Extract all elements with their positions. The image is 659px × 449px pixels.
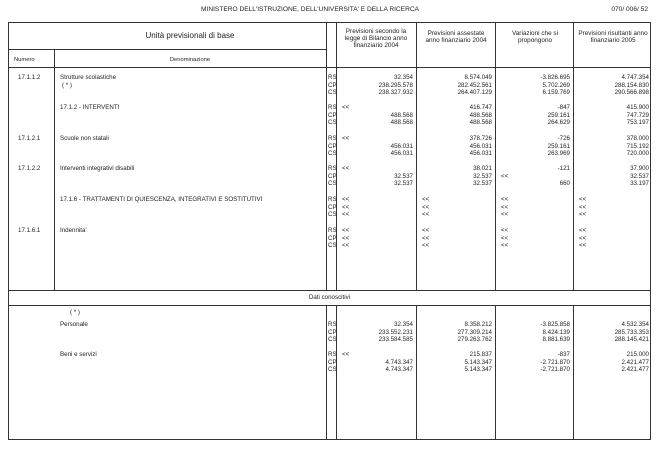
row-type: RS [328,165,337,172]
value-cell: 233.584.585 [378,336,413,344]
row-type: RS [328,196,337,203]
value-cell: << [422,196,430,203]
value-cell: 456.031 [390,142,413,150]
value-cell: << [342,104,350,111]
value-cell: << [422,242,430,250]
value-cell: 5.143.347 [464,366,492,374]
value-cell: 282.452.561 [457,81,492,89]
value-cell: << [501,242,509,250]
value-cell: << [342,203,350,211]
dati-bottom-line [8,305,651,306]
value-cell: 378.000 [626,135,649,142]
dati-type-line [326,305,327,440]
numero-column-line [54,50,55,290]
value-cell: 488.568 [390,119,413,127]
unita-title: Unità previsionali di base [145,31,235,40]
denominazione-header: Denominazione [169,57,211,63]
value-cell: 238.295.578 [378,81,413,89]
row-type: CS [328,242,337,250]
value-cell: 456.031 [469,142,492,150]
value-cell: << [501,227,509,234]
ministry-title: MINISTERO DELL'ISTRUZIONE, DELL'UNIVERSITA' E DELLA RICERCA [201,6,419,13]
value-cell: -3.826.695 [540,74,570,81]
col4-header: Previsioni risultanti anno finanziario 2005 [578,30,648,45]
numero-header: Numero [14,57,35,63]
value-cell: 456.031 [469,150,492,158]
value-cell: 5.143.347 [464,358,492,366]
value-cell: << [501,234,509,242]
dati-row-name: Beni e servizi [60,351,97,358]
value-cell: << [501,203,509,211]
value-cell: << [501,211,509,219]
row-type: CS [328,89,337,97]
section-number: 17.1.6.1 [18,227,41,234]
section-number: 17.1.2.1 [18,135,41,142]
value-cell: 288.154.830 [614,81,649,89]
value-cell: 263.969 [547,150,570,158]
value-cell: 215.000 [626,351,649,358]
value-cell: 38.021 [473,165,492,172]
section-name: 17.1.2 - INTERVENTI [60,104,120,111]
col3-header: Variazioni che si propongono [511,30,559,45]
col1-header: Previsioni secondo la legge di Bilancio anno finanziario 2004 [344,28,408,50]
value-cell: 233.552.231 [378,328,413,336]
page-reference: 070/ 006/ 52 [611,6,648,13]
row-type: RS [328,74,337,81]
dati-top-line [8,290,651,291]
value-cell: 8.574.049 [464,74,492,81]
value-cell: << [501,196,509,203]
row-type: CP [328,81,337,89]
row-type: CS [328,336,337,344]
row-type: CS [328,119,337,127]
col2-header: Previsioni assestate anno finanziario 2004 [425,30,487,45]
section-note: ( * ) [62,82,72,89]
dati-title: Dati conoscitivi [308,294,351,301]
value-cell: << [342,196,350,203]
value-cell: 277.309.214 [457,328,492,336]
value-cell: << [422,234,430,242]
value-cell: 279.263.762 [457,336,492,344]
value-cell: 37.900 [630,165,649,172]
value-cell: 2.421.477 [621,366,649,374]
value-cell: << [342,165,350,172]
section-name: Interventi integrativi disabili [60,165,135,172]
value-cell: 259.161 [547,142,570,150]
type-column-line [326,22,327,290]
value-cell: 32.537 [473,180,492,188]
value-cell: 6.159.769 [542,89,570,97]
value-cell: << [342,227,350,234]
value-cell: << [342,242,350,250]
value-cell: 290.566.898 [614,89,649,97]
value-cell: 720.000 [626,150,649,158]
value-cell: 4.532.354 [621,321,649,328]
value-cell: 416.747 [469,104,492,111]
value-cell: << [342,211,350,219]
value-cell: << [422,211,430,219]
row-type: RS [328,135,337,142]
row-type: CP [328,234,337,242]
value-cell: 238.327.932 [378,89,413,97]
row-type: CS [328,150,337,158]
value-cell: -837 [557,351,570,358]
value-cell: 2.421.477 [621,358,649,366]
value-cell: << [422,203,430,211]
value-cell: 753.197 [626,119,649,127]
row-type: CS [328,366,337,374]
value-cell: 33.197 [630,180,649,188]
row-type: CP [328,142,337,150]
section-number: 17.1.1.2 [18,74,41,81]
row-type: CS [328,180,337,188]
section-number: 17.1.2.2 [18,165,41,172]
row-type: CP [328,172,337,180]
value-cell: 32.537 [473,172,492,180]
value-cell: 4.747.354 [621,74,649,81]
value-cell: -2.721.870 [540,358,570,366]
dati-row-name: Personale [60,321,88,328]
value-cell: -121 [557,165,570,172]
value-cell: << [342,234,350,242]
value-cell: 259.161 [547,111,570,119]
row-type: CP [328,328,337,336]
value-cell: << [579,203,587,211]
value-cell: 747.729 [626,111,649,119]
value-cell: 4.743.347 [385,358,413,366]
value-cell: << [342,135,350,142]
row-type: CP [328,203,337,211]
row-type: CS [328,211,337,219]
value-cell: << [501,172,509,180]
header-bottom-line [8,67,651,68]
value-cell: << [579,234,587,242]
value-cell: << [579,211,587,219]
value-cell: 660 [559,180,570,188]
value-cell: << [579,196,587,203]
value-cell: 378.726 [469,135,492,142]
section-name: Scuole non statali [60,135,109,142]
value-cell: 288.145.421 [614,336,649,344]
value-cell: 715.192 [626,142,649,150]
section-name: Indennita' [60,227,87,234]
header-divider [8,49,326,50]
value-cell: -726 [557,135,570,142]
value-cell: << [579,227,587,234]
value-cell: 264.407.129 [457,89,492,97]
value-cell: 456.031 [390,150,413,158]
row-type: RS [328,351,337,358]
value-cell: 285.733.353 [614,328,649,336]
value-cell: 32.537 [630,172,649,180]
row-type: RS [328,321,337,328]
row-type: RS [328,227,337,234]
value-cell: 32.537 [394,172,413,180]
value-cell: 8.424.139 [542,328,570,336]
value-cell: 215.837 [469,351,492,358]
value-cell: 32.354 [394,74,413,81]
value-cell: 264.629 [547,119,570,127]
row-type: CP [328,111,337,119]
value-cell: 8.358.212 [464,321,492,328]
value-cell: << [422,227,430,234]
value-cell: -847 [557,104,570,111]
value-cell: 488.568 [390,111,413,119]
row-type: RS [328,104,337,111]
value-cell: << [342,351,350,358]
value-cell: 5.702.269 [542,81,570,89]
value-cell: -3.825.858 [540,321,570,328]
value-cell: 8.881.639 [542,336,570,344]
value-cell: << [579,242,587,250]
value-cell: 32.354 [394,321,413,328]
value-cell: 415.900 [626,104,649,111]
value-cell: 488.568 [469,111,492,119]
value-cell: -2.721.870 [540,366,570,374]
section-name: 17.1.6 - TRATTAMENTI DI QUIESCENZA, INTEGRATIVI E SOSTITUTIVI [60,196,263,203]
value-cell: 488.568 [469,119,492,127]
section-name: Strutture scolastiche [60,74,117,81]
value-cell: 4.743.347 [385,366,413,374]
row-type: CP [328,358,337,366]
value-cell: 32.537 [394,180,413,188]
dati-note: ( * ) [70,309,80,316]
